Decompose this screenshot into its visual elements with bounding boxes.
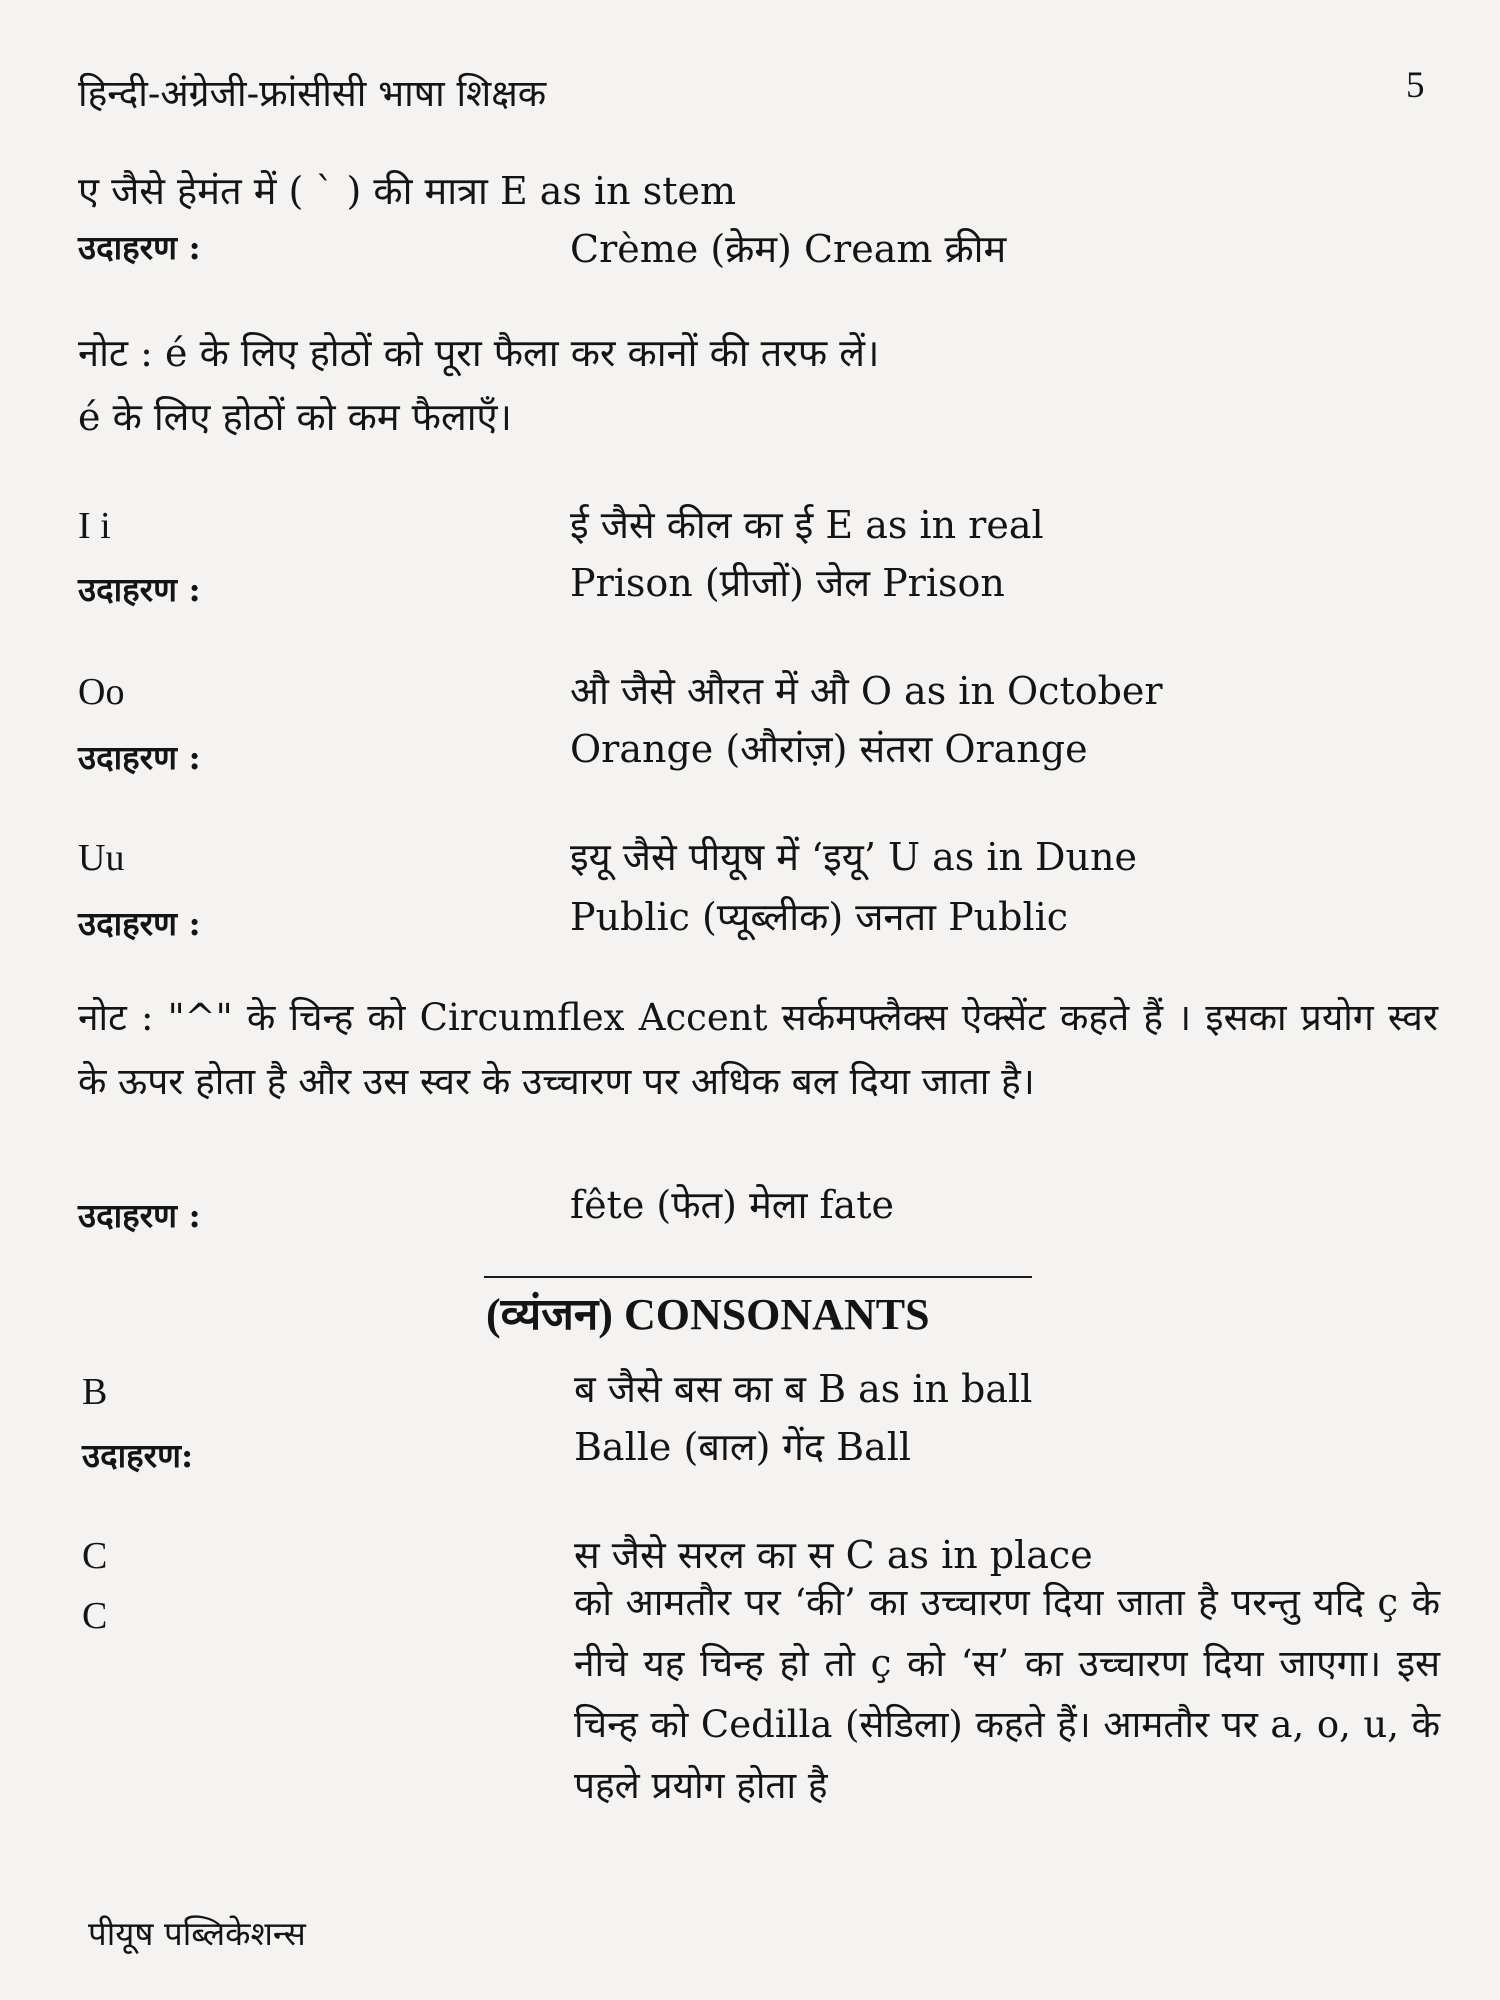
letter-b-example: Balle (बाल) गेंद Ball (574, 1425, 912, 1469)
letter-b-line: ब जैसे बस का ब B as in ball (574, 1367, 1033, 1411)
running-header-title: हिन्दी-अंग्रेजी-फ्रांसीसी भाषा शिक्षक (78, 72, 547, 115)
note-accent-e-line2: é के लिए होठों को कम फैलाएँ। (78, 395, 512, 439)
letter-o-example: Orange (औरांज़) संतरा Orange (570, 727, 1088, 771)
heading-rule (484, 1276, 1032, 1278)
letter-o-line: औ जैसे औरत में औ O as in October (570, 669, 1163, 713)
letter-c-line: स जैसे सरल का स C as in place (574, 1533, 1093, 1577)
note-accent-e-line1: नोट : é के लिए होठों को पूरा फैला कर कानों की तरफ लें। (78, 331, 880, 375)
letter-u: Uu (78, 837, 125, 879)
e-grave-example-label: उदाहरण : (78, 228, 201, 267)
consonants-heading: (व्यंजन) CONSONANTS (486, 1290, 930, 1339)
e-grave-line: ए जैसे हेमंत में ( ` ) की मात्रा E as in stem (78, 169, 737, 213)
letter-u-example-label: उदाहरण : (78, 904, 201, 943)
letter-c-explanation: को आमतौर पर ‘की’ का उच्चारण दिया जाता है परन्तु यदि ç के नीचे यह चिन्ह हो तो ç को ‘स’ का उच्चारण दिया जाएगा। इस चिन्ह को Cedilla (सेडिला) कहते हैं। आमतौर पर a, o, u, के पहले प्रयोग होता है (574, 1581, 1440, 1807)
page-number: 5 (1406, 65, 1425, 106)
circumflex-example: fête (फेत) मेला fate (570, 1183, 894, 1227)
letter-o: Oo (78, 671, 125, 713)
letter-b: B (82, 1371, 108, 1413)
letter-i-example: Prison (प्रीजों) जेल Prison (570, 561, 1005, 605)
letter-i-example-label: उदाहरण : (78, 570, 201, 609)
circumflex-example-label: उदाहरण : (78, 1196, 201, 1235)
letter-b-example-label: उदाहरण: (82, 1436, 194, 1475)
letter-i-line: ई जैसे कील का ई E as in real (570, 503, 1044, 547)
letter-i: I i (78, 505, 111, 547)
e-grave-example: Crème (क्रेम) Cream क्रीम (570, 227, 1007, 271)
letter-u-example: Public (प्यूब्लीक) जनता Public (570, 895, 1069, 939)
letter-c-cedilla: C (82, 1595, 108, 1637)
letter-c: C (82, 1535, 108, 1577)
publisher-footer: पीयूष पब्लिकेशन्स (88, 1914, 306, 1953)
letter-o-example-label: उदाहरण : (78, 738, 201, 777)
note-circumflex: नोट : "^" के चिन्ह को Circumflex Accent सर्कमफ्लैक्स ऐक्सेंट कहते हैं । इसका प्रयोग स्वर के ऊपर होता है और उस स्वर के उच्चारण पर अधिक बल दिया जाता है। (78, 996, 1438, 1103)
letter-u-line: इयू जैसे पीयूष में ‘इयू’ U as in Dune (570, 835, 1137, 879)
